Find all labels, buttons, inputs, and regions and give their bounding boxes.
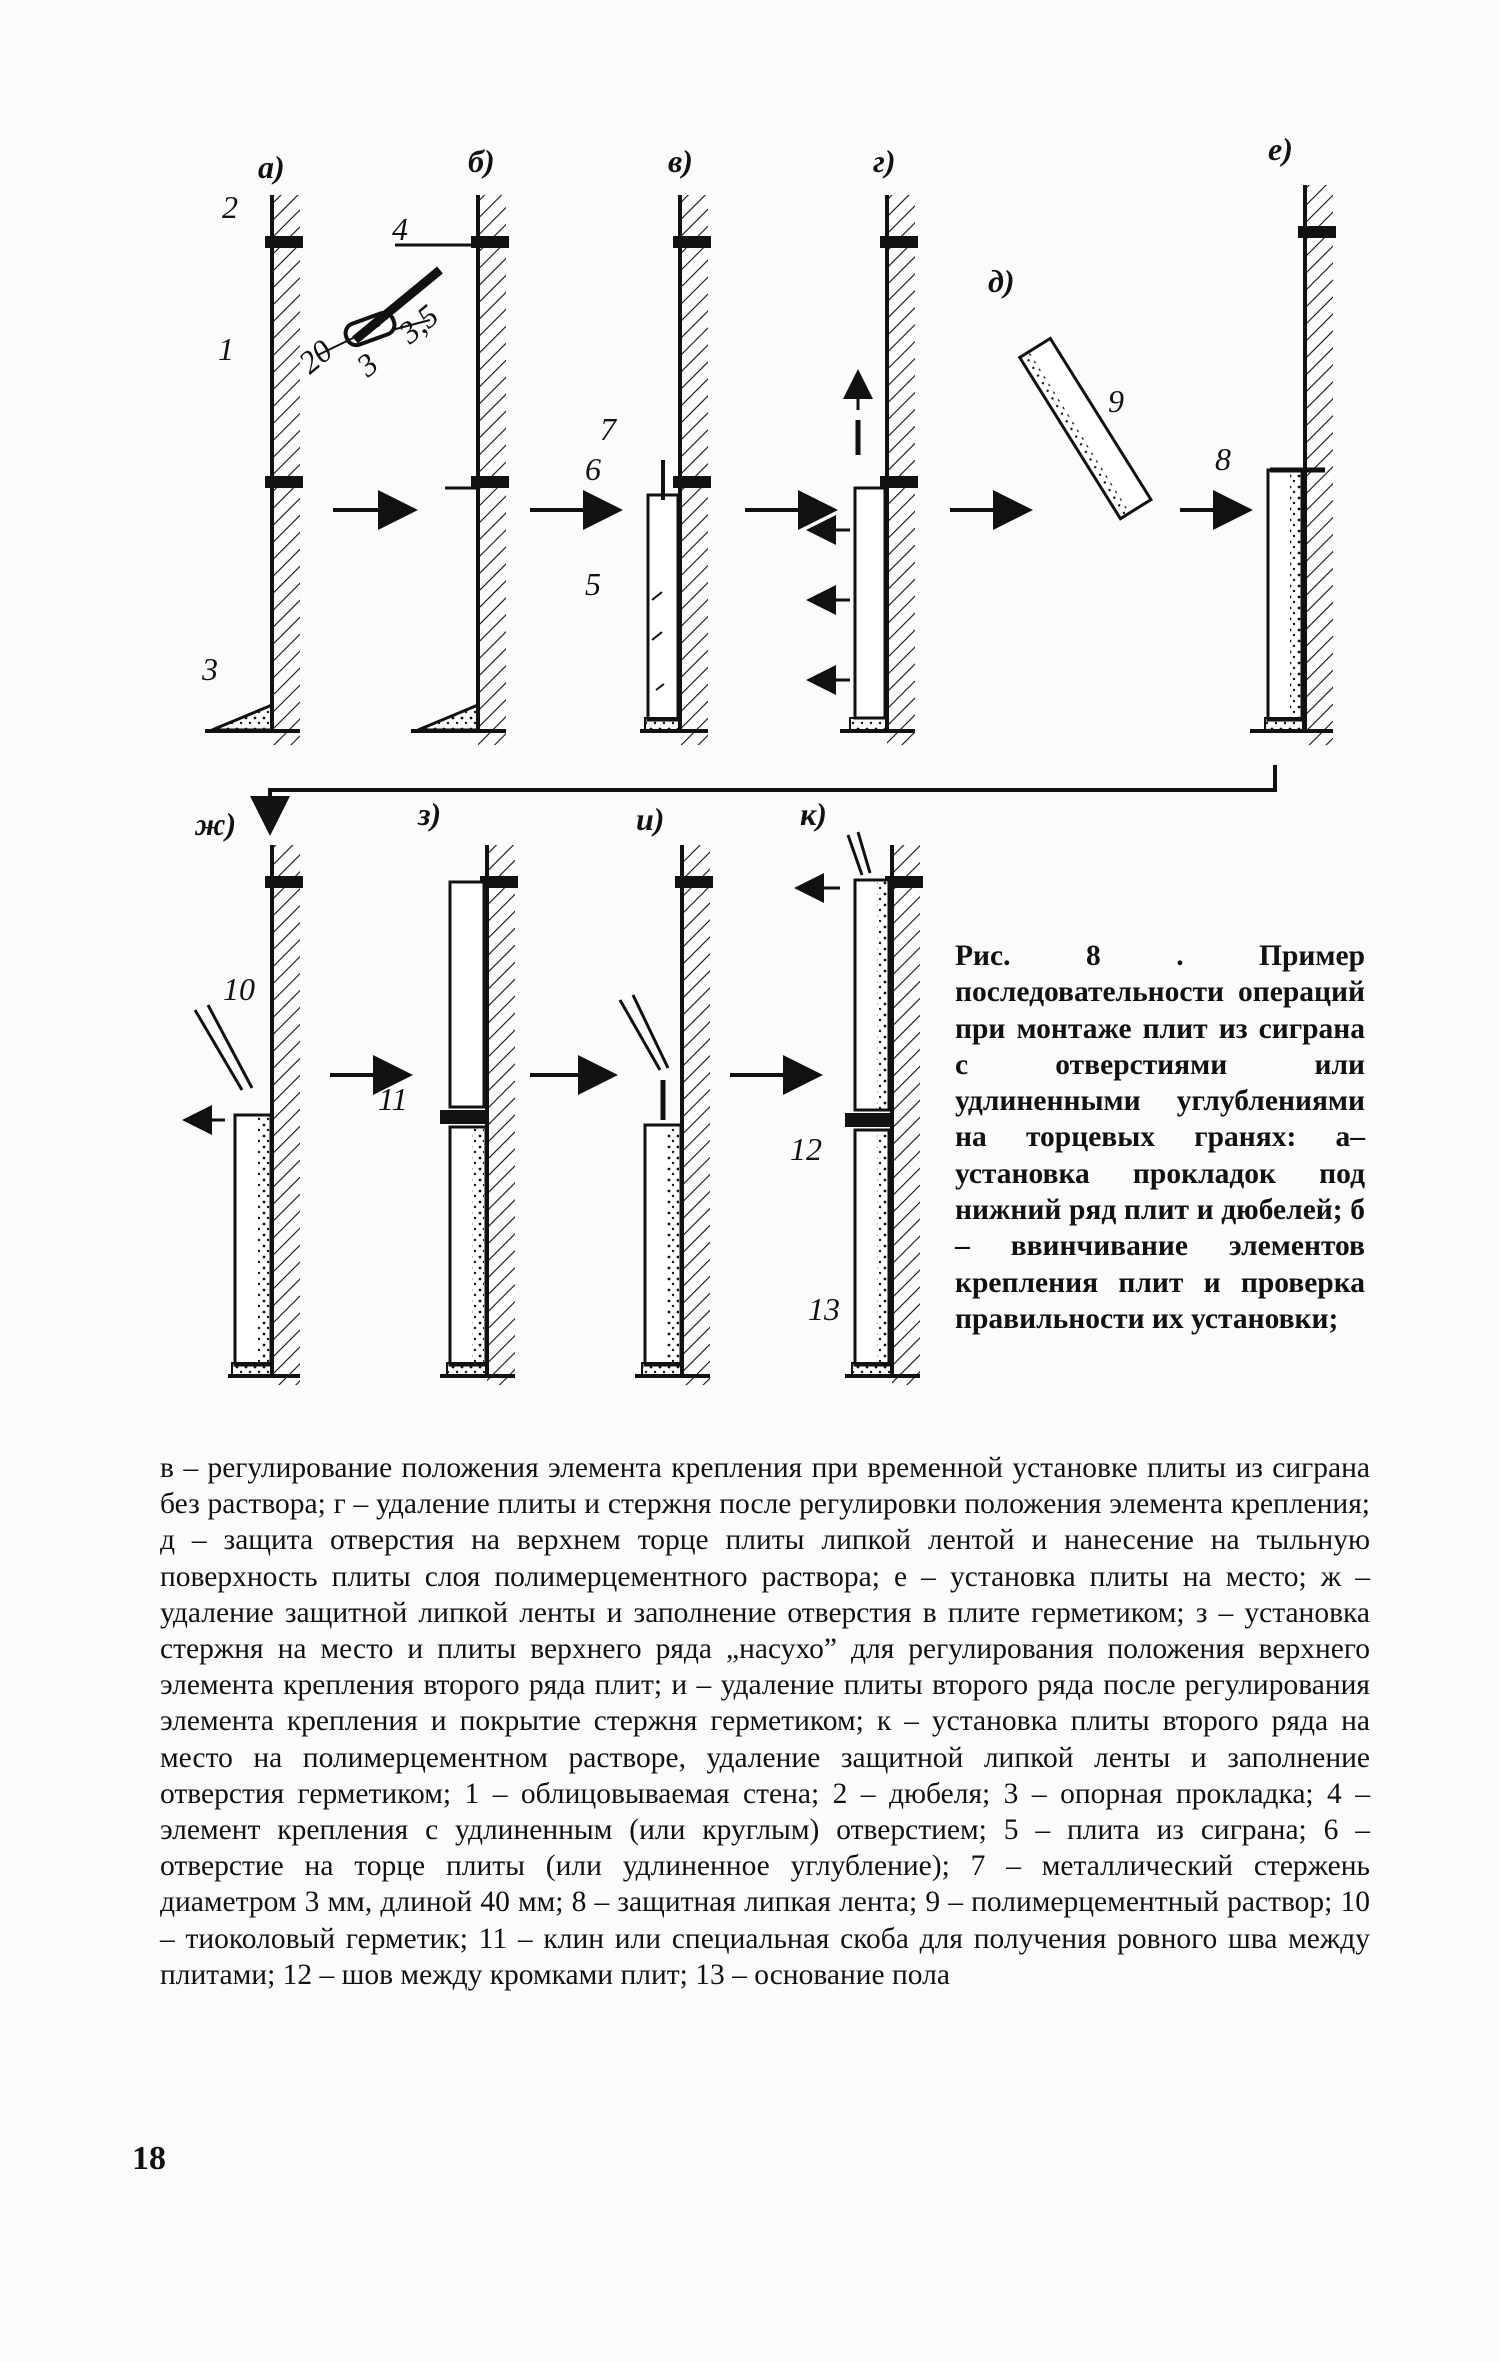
part-label-6: 6 bbox=[585, 451, 601, 487]
part-label-2: 2 bbox=[222, 189, 238, 225]
part-label-5: 5 bbox=[585, 566, 601, 602]
panel-zh-diagram bbox=[188, 845, 303, 1385]
panel-label-v: в) bbox=[668, 143, 693, 179]
part-label-1: 1 bbox=[218, 331, 234, 367]
legend-text bbox=[160, 1450, 1370, 1993]
dimension-3: 3 bbox=[349, 345, 385, 384]
panel-z-diagram bbox=[440, 845, 518, 1385]
page-number: 18 bbox=[132, 2140, 166, 2177]
panel-label-e: е) bbox=[1268, 131, 1293, 167]
panel-label-k: к) bbox=[800, 796, 827, 832]
panel-label-b: б) bbox=[468, 143, 495, 179]
panel-a-diagram bbox=[205, 195, 303, 745]
legend-paragraph: в – регулирование положения элемента крепления при временной установке плиты из сиграна без раствора; г – удаление плиты и стержня после регулировки положения элемента крепления; д – защита отверстия на верхнем торце плиты липкой лентой и нанесение на тыльную поверхность плиты слоя полимерцементного раствора; е – установка плиты на место; ж – удаление защитной липкой ленты и заполнение отверстия в плите герметиком; з – установка стержня на место и плиты верхнего ряда „насухо” для регулирования положения верхнего элемента крепления второго ряда плит; и – удаление плиты второго ряда после регулирования элемента крепления и покрытие стержня герметиком; к – установка плиты второго ряда на место на полимерцементном растворе, удаление защитной липкой ленты и заполнение отверстия герметиком; 1 – облицовываемая стена; 2 – дюбеля; 3 – опорная прокладка; 4 – элемент крепления с удлиненным (или круглым) отверстием; 5 – плита из сиграна; 6 – отверстие на торце плиты (или удлиненное углубление); 7 – металлический стержень диаметром 3 мм, длиной 40 мм; 8 – защитная липкая лента; 9 – полимерцементный раствор; 10 – тиоколовый герметик; 11 – клин или специальная скоба для получения ровного шва между плитами; 12 – шов между кромками плит; 13 – основание пола bbox=[160, 1452, 1370, 1991]
panel-label-d: д) bbox=[988, 263, 1015, 299]
panel-e-diagram bbox=[1250, 185, 1336, 745]
part-label-9: 9 bbox=[1108, 383, 1124, 419]
dimension-3-5: 3,5 bbox=[391, 297, 446, 351]
panel-b-diagram bbox=[318, 195, 509, 745]
part-label-4: 4 bbox=[392, 211, 408, 247]
panel-label-g: г) bbox=[873, 143, 896, 179]
panel-d-diagram bbox=[1020, 338, 1151, 518]
panel-v-diagram bbox=[640, 195, 711, 745]
part-label-7: 7 bbox=[600, 411, 616, 447]
top-row-arrows bbox=[270, 510, 1275, 828]
part-label-12: 12 bbox=[790, 1131, 822, 1167]
figure-caption: Рис. 8 . Пример последовательности операций при монтаже плит из сиграна с отверстиями или удлиненными углублениями на торцевых гранях: а– установка прокладок под нижний ряд плит и дюбелей; б – ввинчивание элементов крепления плит и проверка правильности их установки; bbox=[955, 940, 1365, 1335]
panel-g-diagram bbox=[812, 195, 918, 745]
part-label-13: 13 bbox=[808, 1291, 840, 1327]
panel-label-a: а) bbox=[258, 149, 285, 185]
part-label-3: 3 bbox=[202, 651, 218, 687]
part-label-8: 8 bbox=[1215, 441, 1231, 477]
part-label-10: 10 bbox=[223, 971, 255, 1007]
dimension-20: 20 bbox=[291, 332, 340, 381]
panel-i-diagram bbox=[620, 845, 713, 1385]
panel-label-z: з) bbox=[418, 796, 442, 832]
panel-label-i: и) bbox=[636, 801, 665, 837]
part-label-11: 11 bbox=[378, 1081, 408, 1117]
panel-label-zh: ж) bbox=[195, 806, 237, 842]
